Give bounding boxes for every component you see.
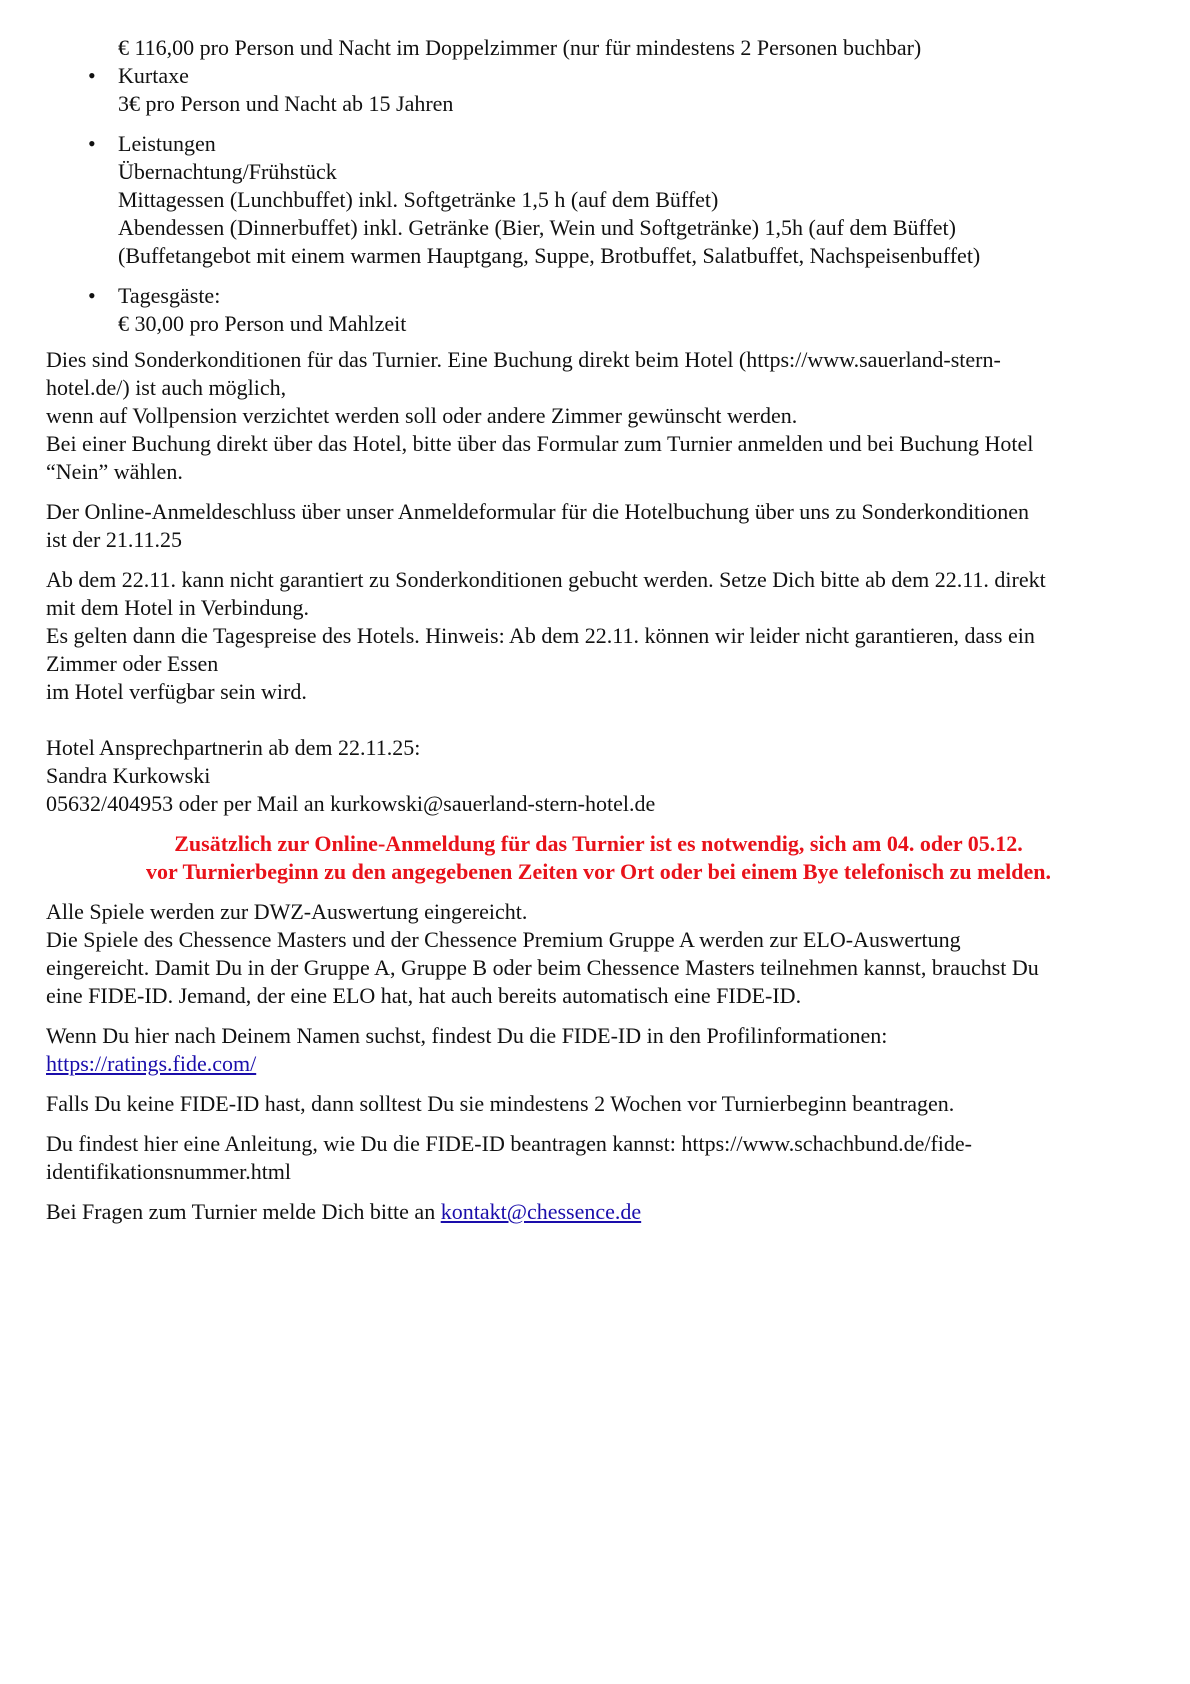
- document-page: [46, 34, 1151, 1226]
- paragraph-line: Dies sind Sonderkonditionen für das Turnier. Eine Buchung direkt beim Hotel (https://www.sauerland-stern-: [46, 347, 1001, 372]
- list-item-line: Mittagessen (Lunchbuffet) inkl. Softgetränke 1,5 h (auf dem Büffet): [118, 187, 719, 212]
- paragraph-line: Ab dem 22.11. kann nicht garantiert zu Sonderkonditionen gebucht werden. Setze Dich bitte ab dem 22.11. direkt: [46, 567, 1046, 592]
- fide-guide-paragraph: [46, 1130, 1151, 1186]
- registration-notice: [46, 830, 1151, 886]
- paragraph-line: eine FIDE-ID. Jemand, der eine ELO hat, hat auch bereits automatisch eine FIDE-ID.: [46, 983, 802, 1008]
- paragraph-line: Du findest hier eine Anleitung, wie Du die FIDE-ID beantragen kannst: https://www.schachbund.de/fide-: [46, 1131, 973, 1156]
- bullet-icon: •: [88, 63, 96, 88]
- paragraph-line: wenn auf Vollpension verzichtet werden soll oder andere Zimmer gewünscht werden.: [46, 403, 798, 428]
- list-item-line: Übernachtung/Frühstück: [118, 159, 337, 184]
- fide-apply-paragraph: [46, 1090, 1151, 1118]
- paragraph-line: im Hotel verfügbar sein wird.: [46, 679, 307, 704]
- list-item-kurtaxe: [46, 62, 1151, 118]
- list-item-leistungen: [46, 130, 1151, 270]
- price-double-room: [46, 34, 1151, 62]
- bullet-icon: •: [88, 131, 96, 156]
- contact-heading: Hotel Ansprechpartnerin ab dem 22.11.25:: [46, 735, 421, 760]
- list-item-line: € 30,00 pro Person und Mahlzeit: [118, 311, 407, 336]
- notice-line-1: Zusätzlich zur Online-Anmeldung für das Turnier ist es notwendig, sich am 04. oder 05.12.: [174, 831, 1023, 856]
- fide-apply-text: Falls Du keine FIDE-ID hast, dann solltest Du sie mindestens 2 Wochen vor Turnierbeginn beantragen.: [46, 1091, 955, 1116]
- list-item-title: Tagesgäste:: [118, 283, 221, 308]
- special-conditions-paragraph: [46, 346, 1151, 486]
- paragraph-line: Alle Spiele werden zur DWZ-Auswertung eingereicht.: [46, 899, 528, 924]
- questions-paragraph: [46, 1198, 1151, 1226]
- paragraph-line: Bei einer Buchung direkt über das Hotel, bitte über das Formular zum Turnier anmelden und bei Buchung Hotel: [46, 431, 1034, 456]
- list-item-title: Kurtaxe: [118, 63, 189, 88]
- paragraph-line: eingereicht. Damit Du in der Gruppe A, Gruppe B oder beim Chessence Masters teilnehmen kannst, brauchst Du: [46, 955, 1039, 980]
- list-item-line: 3€ pro Person und Nacht ab 15 Jahren: [118, 91, 454, 116]
- fide-ratings-link[interactable]: https://ratings.fide.com/: [46, 1051, 257, 1076]
- paragraph-line: Es gelten dann die Tagespreise des Hotels. Hinweis: Ab dem 22.11. können wir leider nicht garantieren, dass ein: [46, 623, 1035, 648]
- fide-search-text: Wenn Du hier nach Deinem Namen suchst, findest Du die FIDE-ID in den Profilinformationen:: [46, 1023, 888, 1048]
- after-deadline-paragraph: [46, 566, 1151, 818]
- notice-line-2: vor Turnierbeginn zu den angegebenen Zeiten vor Ort oder bei einem Bye telefonisch zu melden.: [145, 859, 1052, 884]
- paragraph-line: ist der 21.11.25: [46, 527, 183, 552]
- contact-name: Sandra Kurkowski: [46, 763, 211, 788]
- contact-phone-mail: 05632/404953 oder per Mail an kurkowski@sauerland-stern-hotel.de: [46, 791, 656, 816]
- rating-paragraph: [46, 898, 1151, 1010]
- list-item-title: Leistungen: [118, 131, 216, 156]
- paragraph-line: Der Online-Anmeldeschluss über unser Anmeldeformular für die Hotelbuchung über uns zu Sonderkonditionen: [46, 499, 1030, 524]
- bullet-icon: •: [88, 283, 96, 308]
- double-room-price-text: € 116,00 pro Person und Nacht im Doppelzimmer (nur für mindestens 2 Personen buchbar): [118, 35, 922, 60]
- paragraph-line: Zimmer oder Essen: [46, 651, 219, 676]
- deadline-paragraph: [46, 498, 1151, 554]
- paragraph-line: “Nein” wählen.: [46, 459, 183, 484]
- questions-text: Bei Fragen zum Turnier melde Dich bitte an: [46, 1199, 436, 1224]
- list-item-tagesgaeste: [46, 282, 1151, 338]
- list-item-line: (Buffetangebot mit einem warmen Hauptgang, Suppe, Brotbuffet, Salatbuffet, Nachspeisenbuffet): [118, 243, 981, 268]
- fide-search-paragraph: [46, 1022, 1151, 1078]
- list-item-line: Abendessen (Dinnerbuffet) inkl. Getränke (Bier, Wein und Softgetränke) 1,5h (auf dem Büffet): [118, 215, 956, 240]
- paragraph-line: hotel.de/) ist auch möglich,: [46, 375, 287, 400]
- paragraph-line: Die Spiele des Chessence Masters und der Chessence Premium Gruppe A werden zur ELO-Auswertung: [46, 927, 961, 952]
- contact-email-link[interactable]: kontakt@chessence.de: [440, 1199, 642, 1224]
- paragraph-line: mit dem Hotel in Verbindung.: [46, 595, 309, 620]
- paragraph-line: identifikationsnummer.html: [46, 1159, 292, 1184]
